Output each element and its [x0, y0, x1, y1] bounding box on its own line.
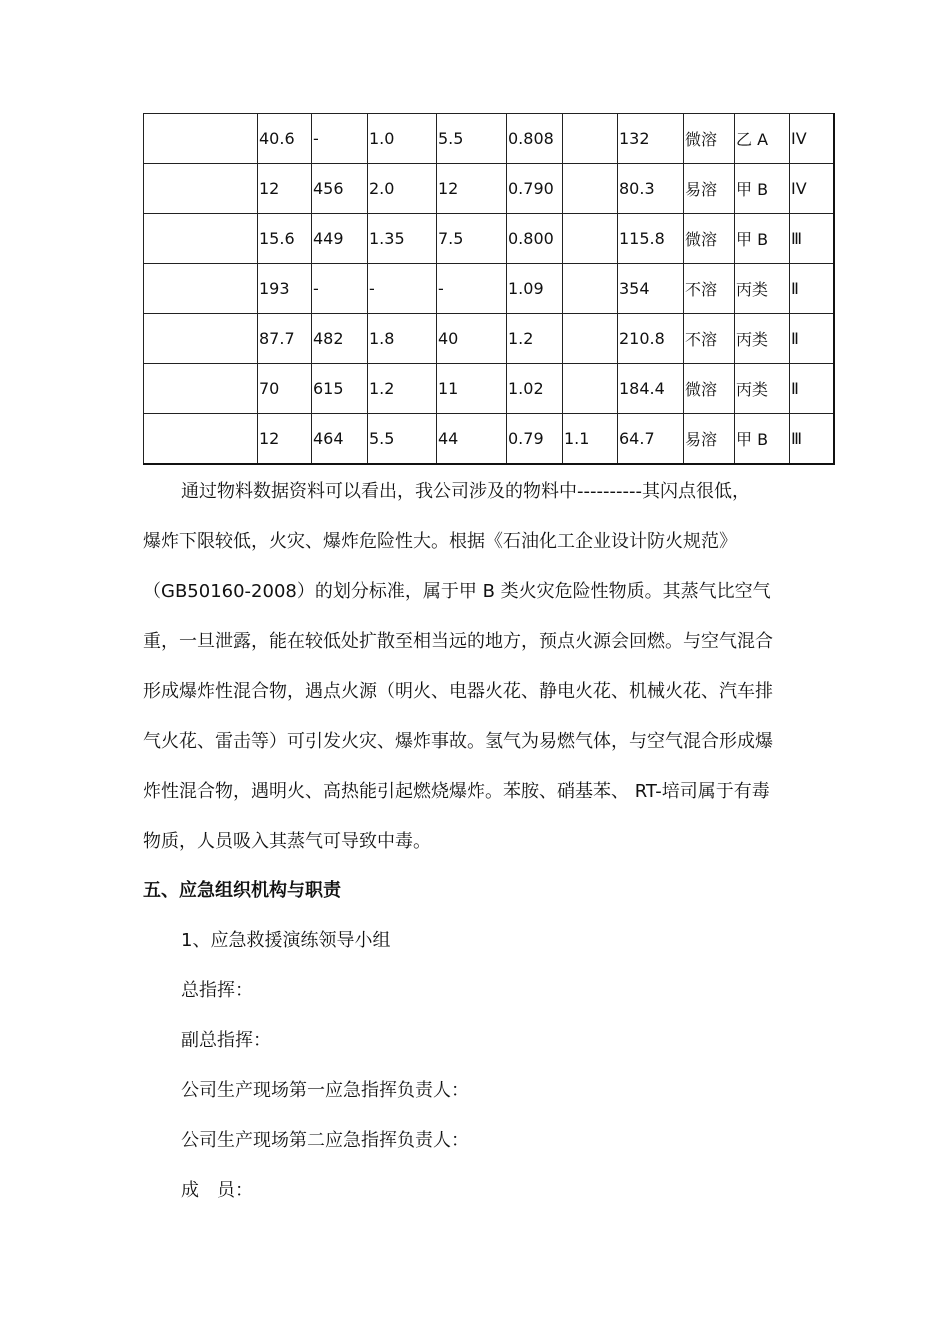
- table-cell: 丙类: [735, 314, 790, 364]
- table-cell: 0.79: [507, 414, 563, 465]
- table-cell: 482: [312, 314, 368, 364]
- table-cell: [563, 264, 618, 314]
- table-cell: 0.790: [507, 164, 563, 214]
- table-cell: [144, 364, 258, 414]
- table-cell: IV: [790, 164, 834, 214]
- table-cell: 1.2: [507, 314, 563, 364]
- paragraph-line: 重，一旦泄露，能在较低处扩散至相当远的地方，预点火源会回燃。与空气混合: [143, 631, 773, 652]
- table-cell: 12: [258, 164, 312, 214]
- table-row: [144, 414, 834, 465]
- table-cell: 0.800: [507, 214, 563, 264]
- table-cell: [563, 164, 618, 214]
- table-cell: 乙 A: [735, 114, 790, 164]
- table-cell: 1.2: [368, 364, 437, 414]
- table-cell: 464: [312, 414, 368, 465]
- paragraph-line: 通过物料数据资料可以看出，我公司涉及的物料中----------其闪点很低，: [181, 481, 750, 502]
- table-cell: 40.6: [258, 114, 312, 164]
- table-cell: 210.8: [618, 314, 684, 364]
- section-heading: 五、应急组织机构与职责: [143, 880, 341, 901]
- table-cell: [563, 364, 618, 414]
- table-cell: [563, 214, 618, 264]
- table-cell: 12: [258, 414, 312, 465]
- table-cell: -: [437, 264, 507, 314]
- table-cell: Ⅱ: [790, 264, 834, 314]
- table-cell: Ⅱ: [790, 364, 834, 414]
- table-cell: [563, 114, 618, 164]
- table-cell: [144, 114, 258, 164]
- table-row: [144, 264, 834, 314]
- second-site-leader-field: 公司生产现场第二应急指挥负责人：: [181, 1130, 469, 1151]
- table-cell: [144, 314, 258, 364]
- table-cell: 1.8: [368, 314, 437, 364]
- table-cell: 193: [258, 264, 312, 314]
- table-cell: 5.5: [437, 114, 507, 164]
- table-cell: 易溶: [684, 414, 735, 465]
- table-cell: 甲 B: [735, 214, 790, 264]
- paragraph-line: 气火花、雷击等）可引发火灾、爆炸事故。氢气为易燃气体，与空气混合形成爆: [143, 731, 773, 752]
- table-cell: 甲 B: [735, 164, 790, 214]
- table-cell: 易溶: [684, 164, 735, 214]
- table-cell: Ⅱ: [790, 314, 834, 364]
- material-data-table: [143, 113, 835, 465]
- table-cell: 微溶: [684, 214, 735, 264]
- table-cell: 184.4: [618, 364, 684, 414]
- table-cell: 15.6: [258, 214, 312, 264]
- table-cell: 11: [437, 364, 507, 414]
- table-cell: 1.0: [368, 114, 437, 164]
- table-cell: 456: [312, 164, 368, 214]
- table-cell: 0.808: [507, 114, 563, 164]
- table-cell: 64.7: [618, 414, 684, 465]
- table-row: [144, 214, 834, 264]
- paragraph-line: 物质，人员吸入其蒸气可导致中毒。: [143, 831, 431, 852]
- subsection-heading: 1、应急救援演练领导小组: [181, 930, 391, 951]
- table-cell: 丙类: [735, 364, 790, 414]
- table-cell: 7.5: [437, 214, 507, 264]
- table-cell: 115.8: [618, 214, 684, 264]
- deputy-commander-field: 副总指挥：: [181, 1030, 271, 1051]
- paragraph-line: 炸性混合物，遇明火、高热能引起燃烧爆炸。苯胺、硝基苯、 RT-培司属于有毒: [143, 781, 770, 802]
- paragraph-line: （GB50160-2008）的划分标准，属于甲 B 类火灾危险性物质。其蒸气比空气: [143, 581, 771, 602]
- table-cell: 1.09: [507, 264, 563, 314]
- table-cell: [563, 314, 618, 364]
- first-site-leader-field: 公司生产现场第一应急指挥负责人：: [181, 1080, 469, 1101]
- table-cell: 1.35: [368, 214, 437, 264]
- paragraph-line: 形成爆炸性混合物，遇点火源（明火、电器火花、静电火花、机械火花、汽车排: [143, 681, 773, 702]
- table-row: [144, 114, 834, 164]
- table-cell: -: [368, 264, 437, 314]
- table-cell: 5.5: [368, 414, 437, 465]
- table-cell: 615: [312, 364, 368, 414]
- hazard-analysis-paragraph: [143, 467, 813, 867]
- table-row: [144, 364, 834, 414]
- members-field: 成 员：: [181, 1180, 253, 1201]
- table-cell: 不溶: [684, 314, 735, 364]
- table-cell: 2.0: [368, 164, 437, 214]
- table-cell: [144, 164, 258, 214]
- table-cell: 丙类: [735, 264, 790, 314]
- commander-field: 总指挥：: [181, 980, 253, 1001]
- table-cell: -: [312, 264, 368, 314]
- table-cell: 40: [437, 314, 507, 364]
- paragraph-line: 爆炸下限较低，火灾、爆炸危险性大。根据《石油化工企业设计防火规范》: [143, 531, 737, 552]
- table-cell: IV: [790, 114, 834, 164]
- table-cell: -: [312, 114, 368, 164]
- table-cell: 甲 B: [735, 414, 790, 465]
- table-cell: Ⅲ: [790, 414, 834, 465]
- table-cell: 80.3: [618, 164, 684, 214]
- table-cell: Ⅲ: [790, 214, 834, 264]
- table-cell: [144, 214, 258, 264]
- table-cell: 不溶: [684, 264, 735, 314]
- table-cell: [144, 414, 258, 465]
- table-cell: [144, 264, 258, 314]
- table-cell: 1.02: [507, 364, 563, 414]
- table-cell: 12: [437, 164, 507, 214]
- table-cell: 449: [312, 214, 368, 264]
- table-cell: 微溶: [684, 114, 735, 164]
- table-row: [144, 314, 834, 364]
- table-cell: 132: [618, 114, 684, 164]
- table-cell: 87.7: [258, 314, 312, 364]
- table-cell: 354: [618, 264, 684, 314]
- table-cell: 44: [437, 414, 507, 465]
- table-row: [144, 164, 834, 214]
- table-cell: 微溶: [684, 364, 735, 414]
- table-body: [144, 114, 834, 465]
- table-cell: 70: [258, 364, 312, 414]
- table-cell: 1.1: [563, 414, 618, 465]
